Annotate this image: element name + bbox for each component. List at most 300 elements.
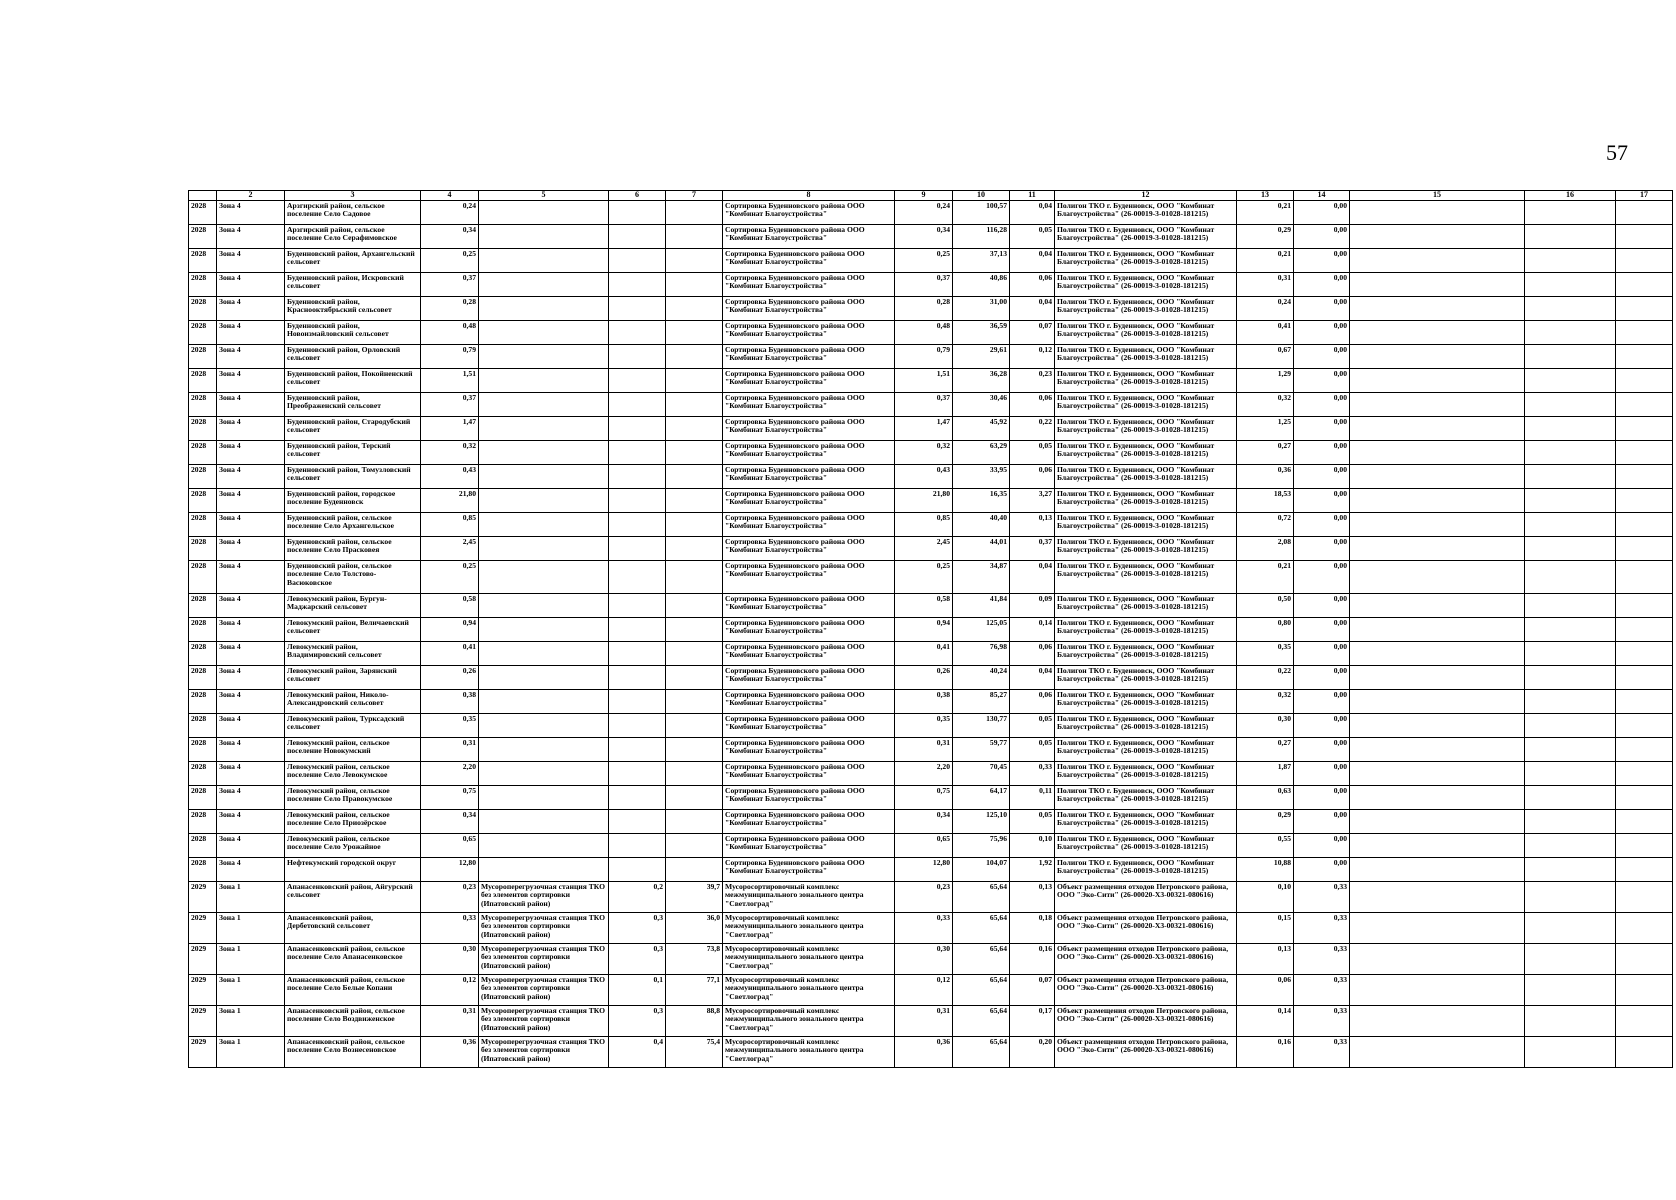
tariff-cell: 0,00 xyxy=(1294,369,1350,393)
processed-volume-cell: 0,28 xyxy=(895,297,953,321)
processing-distance-cell: 31,00 xyxy=(953,297,1010,321)
zone-cell: Зона 1 xyxy=(217,1037,285,1068)
transfer-volume-cell xyxy=(609,393,666,417)
empty-cell xyxy=(1350,537,1525,561)
disposed-volume-cell: 0,21 xyxy=(1237,561,1294,594)
column-number-row xyxy=(189,191,1673,201)
municipality-cell: Левокумский район, Бургун-Маджарский сельсовет xyxy=(285,594,421,618)
transfer-volume-cell xyxy=(609,201,666,225)
empty-cell xyxy=(1350,1037,1525,1068)
year-cell: 2028 xyxy=(189,594,217,618)
empty-cell xyxy=(1616,858,1673,882)
empty-cell xyxy=(1525,714,1616,738)
empty-cell xyxy=(1616,810,1673,834)
zone-cell: Зона 1 xyxy=(217,944,285,975)
processing-distance-cell: 41,84 xyxy=(953,594,1010,618)
transfer-distance-cell: 88,8 xyxy=(666,1006,723,1037)
table-row xyxy=(189,738,1673,762)
table-row xyxy=(189,201,1673,225)
transfer-volume-cell xyxy=(609,489,666,513)
zone-cell: Зона 4 xyxy=(217,441,285,465)
processing-facility-cell: Сортировка Буденновского района ООО "Комбинат Благоустройства" xyxy=(723,249,895,273)
year-cell: 2028 xyxy=(189,369,217,393)
utilized-volume-cell: 0,22 xyxy=(1010,417,1055,441)
empty-cell xyxy=(1525,690,1616,714)
disposal-facility-cell: Объект размещения отходов Петровского района, ООО "Эко-Сити" (26-00020-X3-00321-080616) xyxy=(1055,1006,1237,1037)
volume-cell: 0,75 xyxy=(421,786,479,810)
tariff-cell: 0,00 xyxy=(1294,345,1350,369)
utilized-volume-cell: 0,07 xyxy=(1010,321,1055,345)
utilized-volume-cell: 0,10 xyxy=(1010,834,1055,858)
utilized-volume-cell: 0,20 xyxy=(1010,1037,1055,1068)
processing-facility-cell: Сортировка Буденновского района ООО "Комбинат Благоустройства" xyxy=(723,834,895,858)
volume-cell: 0,94 xyxy=(421,618,479,642)
disposed-volume-cell: 0,10 xyxy=(1237,882,1294,913)
processing-distance-cell: 65,64 xyxy=(953,975,1010,1006)
volume-cell: 0,12 xyxy=(421,975,479,1006)
processing-distance-cell: 125,05 xyxy=(953,618,1010,642)
zone-cell: Зона 4 xyxy=(217,513,285,537)
zone-cell: Зона 4 xyxy=(217,762,285,786)
processing-distance-cell: 85,27 xyxy=(953,690,1010,714)
year-cell: 2029 xyxy=(189,944,217,975)
municipality-cell: Левокумский район, сельское поселение Село Левокумское xyxy=(285,762,421,786)
transfer-volume-cell xyxy=(609,273,666,297)
empty-cell xyxy=(1525,975,1616,1006)
disposal-facility-cell: Полигон ТКО г. Буденновск, ООО "Комбинат Благоустройства" (26-00019-3-01028-181215) xyxy=(1055,201,1237,225)
disposed-volume-cell: 2,08 xyxy=(1237,537,1294,561)
empty-cell xyxy=(1525,489,1616,513)
disposed-volume-cell: 0,16 xyxy=(1237,1037,1294,1068)
table-row xyxy=(189,273,1673,297)
table-row xyxy=(189,786,1673,810)
empty-cell xyxy=(1525,594,1616,618)
processed-volume-cell: 0,65 xyxy=(895,834,953,858)
transfer-distance-cell xyxy=(666,738,723,762)
table-row xyxy=(189,690,1673,714)
utilized-volume-cell: 3,27 xyxy=(1010,489,1055,513)
processed-volume-cell: 0,38 xyxy=(895,690,953,714)
utilized-volume-cell: 0,06 xyxy=(1010,465,1055,489)
transfer-distance-cell xyxy=(666,201,723,225)
empty-cell xyxy=(1616,618,1673,642)
processing-distance-cell: 75,96 xyxy=(953,834,1010,858)
disposed-volume-cell: 0,21 xyxy=(1237,249,1294,273)
volume-cell: 0,33 xyxy=(421,913,479,944)
municipality-cell: Буденновский район, Орловский сельсовет xyxy=(285,345,421,369)
processing-distance-cell: 40,86 xyxy=(953,273,1010,297)
processed-volume-cell: 0,58 xyxy=(895,594,953,618)
empty-cell xyxy=(1350,201,1525,225)
disposal-facility-cell: Полигон ТКО г. Буденновск, ООО "Комбинат Благоустройства" (26-00019-3-01028-181215) xyxy=(1055,561,1237,594)
table-row xyxy=(189,393,1673,417)
empty-cell xyxy=(1350,882,1525,913)
transfer-distance-cell xyxy=(666,297,723,321)
empty-cell xyxy=(1525,537,1616,561)
empty-cell xyxy=(1525,465,1616,489)
municipality-cell: Левокумский район, Николо-Александровский сельсовет xyxy=(285,690,421,714)
utilized-volume-cell: 0,17 xyxy=(1010,1006,1055,1037)
empty-cell xyxy=(1350,786,1525,810)
transfer-station-cell xyxy=(479,417,609,441)
waste-flow-table xyxy=(188,190,1673,1068)
volume-cell: 0,35 xyxy=(421,714,479,738)
processing-distance-cell: 116,28 xyxy=(953,225,1010,249)
disposal-facility-cell: Полигон ТКО г. Буденновск, ООО "Комбинат Благоустройства" (26-00019-3-01028-181215) xyxy=(1055,465,1237,489)
processing-distance-cell: 33,95 xyxy=(953,465,1010,489)
empty-cell xyxy=(1616,975,1673,1006)
empty-cell xyxy=(1525,882,1616,913)
municipality-cell: Арзгирский район, сельское поселение Село Серафимовское xyxy=(285,225,421,249)
transfer-station-cell xyxy=(479,810,609,834)
processing-facility-cell: Сортировка Буденновского района ООО "Комбинат Благоустройства" xyxy=(723,786,895,810)
zone-cell: Зона 4 xyxy=(217,321,285,345)
utilized-volume-cell: 0,04 xyxy=(1010,666,1055,690)
empty-cell xyxy=(1350,321,1525,345)
empty-cell xyxy=(1525,762,1616,786)
processed-volume-cell: 0,36 xyxy=(895,1037,953,1068)
transfer-volume-cell xyxy=(609,513,666,537)
empty-cell xyxy=(1350,944,1525,975)
processing-facility-cell: Мусоросортировочный комплекс межмуниципального зонального центра "Светлоград" xyxy=(723,882,895,913)
processing-distance-cell: 65,64 xyxy=(953,1037,1010,1068)
column-header: 9 xyxy=(895,191,953,201)
processed-volume-cell: 0,25 xyxy=(895,249,953,273)
empty-cell xyxy=(1525,786,1616,810)
processing-facility-cell: Сортировка Буденновского района ООО "Комбинат Благоустройства" xyxy=(723,201,895,225)
processing-distance-cell: 37,13 xyxy=(953,249,1010,273)
processed-volume-cell: 0,35 xyxy=(895,714,953,738)
tariff-cell: 0,00 xyxy=(1294,834,1350,858)
volume-cell: 0,31 xyxy=(421,1006,479,1037)
volume-cell: 1,47 xyxy=(421,417,479,441)
transfer-station-cell xyxy=(479,834,609,858)
year-cell: 2028 xyxy=(189,321,217,345)
disposed-volume-cell: 10,88 xyxy=(1237,858,1294,882)
municipality-cell: Апанасенковский район, сельское поселение Село Вознесеновское xyxy=(285,1037,421,1068)
table-row xyxy=(189,489,1673,513)
tariff-cell: 0,00 xyxy=(1294,594,1350,618)
tariff-cell: 0,00 xyxy=(1294,273,1350,297)
zone-cell: Зона 4 xyxy=(217,714,285,738)
transfer-volume-cell xyxy=(609,441,666,465)
column-header: 14 xyxy=(1294,191,1350,201)
year-cell: 2028 xyxy=(189,738,217,762)
empty-cell xyxy=(1525,1037,1616,1068)
tariff-cell: 0,00 xyxy=(1294,417,1350,441)
transfer-distance-cell xyxy=(666,417,723,441)
processed-volume-cell: 0,12 xyxy=(895,975,953,1006)
transfer-volume-cell xyxy=(609,714,666,738)
zone-cell: Зона 4 xyxy=(217,297,285,321)
year-cell: 2028 xyxy=(189,225,217,249)
empty-cell xyxy=(1616,786,1673,810)
disposed-volume-cell: 1,87 xyxy=(1237,762,1294,786)
disposal-facility-cell: Полигон ТКО г. Буденновск, ООО "Комбинат Благоустройства" (26-00019-3-01028-181215) xyxy=(1055,441,1237,465)
column-header xyxy=(189,191,217,201)
empty-cell xyxy=(1616,944,1673,975)
municipality-cell: Буденновский район, Покойненский сельсовет xyxy=(285,369,421,393)
year-cell: 2028 xyxy=(189,786,217,810)
utilized-volume-cell: 0,09 xyxy=(1010,594,1055,618)
transfer-station-cell: Мусороперегрузочная станция ТКО без элементов сортировки (Ипатовский район) xyxy=(479,975,609,1006)
empty-cell xyxy=(1616,441,1673,465)
year-cell: 2029 xyxy=(189,975,217,1006)
table-row xyxy=(189,882,1673,913)
processing-distance-cell: 34,87 xyxy=(953,561,1010,594)
transfer-volume-cell: 0,4 xyxy=(609,1037,666,1068)
table-row xyxy=(189,618,1673,642)
empty-cell xyxy=(1525,417,1616,441)
transfer-distance-cell xyxy=(666,786,723,810)
transfer-volume-cell xyxy=(609,537,666,561)
volume-cell: 2,20 xyxy=(421,762,479,786)
empty-cell xyxy=(1525,642,1616,666)
processing-distance-cell: 16,35 xyxy=(953,489,1010,513)
processing-facility-cell: Мусоросортировочный комплекс межмуниципального зонального центра "Светлоград" xyxy=(723,975,895,1006)
processing-facility-cell: Сортировка Буденновского района ООО "Комбинат Благоустройства" xyxy=(723,537,895,561)
volume-cell: 0,24 xyxy=(421,201,479,225)
transfer-station-cell xyxy=(479,441,609,465)
tariff-cell: 0,00 xyxy=(1294,321,1350,345)
table-row xyxy=(189,594,1673,618)
transfer-station-cell xyxy=(479,321,609,345)
transfer-volume-cell xyxy=(609,690,666,714)
disposed-volume-cell: 18,53 xyxy=(1237,489,1294,513)
municipality-cell: Левокумский район, сельское поселение Новокумский xyxy=(285,738,421,762)
transfer-station-cell xyxy=(479,249,609,273)
transfer-volume-cell xyxy=(609,594,666,618)
disposal-facility-cell: Полигон ТКО г. Буденновск, ООО "Комбинат Благоустройства" (26-00019-3-01028-181215) xyxy=(1055,858,1237,882)
zone-cell: Зона 1 xyxy=(217,913,285,944)
empty-cell xyxy=(1350,465,1525,489)
year-cell: 2029 xyxy=(189,1037,217,1068)
disposal-facility-cell: Полигон ТКО г. Буденновск, ООО "Комбинат Благоустройства" (26-00019-3-01028-181215) xyxy=(1055,321,1237,345)
processing-facility-cell: Сортировка Буденновского района ООО "Комбинат Благоустройства" xyxy=(723,810,895,834)
municipality-cell: Буденновский район, городское поселение Буденновск xyxy=(285,489,421,513)
table-row xyxy=(189,225,1673,249)
transfer-station-cell xyxy=(479,594,609,618)
processing-facility-cell: Сортировка Буденновского района ООО "Комбинат Благоустройства" xyxy=(723,297,895,321)
table-row xyxy=(189,834,1673,858)
disposed-volume-cell: 0,15 xyxy=(1237,913,1294,944)
empty-cell xyxy=(1525,618,1616,642)
table-row xyxy=(189,465,1673,489)
column-header: 8 xyxy=(723,191,895,201)
transfer-distance-cell xyxy=(666,345,723,369)
disposal-facility-cell: Полигон ТКО г. Буденновск, ООО "Комбинат Благоустройства" (26-00019-3-01028-181215) xyxy=(1055,345,1237,369)
processing-distance-cell: 130,77 xyxy=(953,714,1010,738)
empty-cell xyxy=(1616,273,1673,297)
volume-cell: 21,80 xyxy=(421,489,479,513)
transfer-volume-cell xyxy=(609,369,666,393)
transfer-volume-cell xyxy=(609,465,666,489)
transfer-volume-cell: 0,3 xyxy=(609,913,666,944)
municipality-cell: Буденновский район, сельское поселение Село Прасковея xyxy=(285,537,421,561)
processing-distance-cell: 29,61 xyxy=(953,345,1010,369)
disposed-volume-cell: 0,36 xyxy=(1237,465,1294,489)
table-row xyxy=(189,1037,1673,1068)
zone-cell: Зона 4 xyxy=(217,489,285,513)
transfer-station-cell xyxy=(479,786,609,810)
empty-cell xyxy=(1350,393,1525,417)
disposed-volume-cell: 0,32 xyxy=(1237,393,1294,417)
transfer-distance-cell: 75,4 xyxy=(666,1037,723,1068)
empty-cell xyxy=(1616,489,1673,513)
processing-facility-cell: Мусоросортировочный комплекс межмуниципального зонального центра "Светлоград" xyxy=(723,944,895,975)
transfer-distance-cell xyxy=(666,714,723,738)
processed-volume-cell: 0,24 xyxy=(895,201,953,225)
transfer-distance-cell: 77,1 xyxy=(666,975,723,1006)
transfer-volume-cell xyxy=(609,417,666,441)
table-row xyxy=(189,561,1673,594)
transfer-volume-cell xyxy=(609,786,666,810)
transfer-distance-cell xyxy=(666,618,723,642)
disposed-volume-cell: 0,13 xyxy=(1237,944,1294,975)
disposal-facility-cell: Полигон ТКО г. Буденновск, ООО "Комбинат Благоустройства" (26-00019-3-01028-181215) xyxy=(1055,297,1237,321)
processing-facility-cell: Сортировка Буденновского района ООО "Комбинат Благоустройства" xyxy=(723,642,895,666)
transfer-station-cell xyxy=(479,618,609,642)
volume-cell: 0,28 xyxy=(421,297,479,321)
volume-cell: 0,43 xyxy=(421,465,479,489)
disposed-volume-cell: 0,67 xyxy=(1237,345,1294,369)
zone-cell: Зона 4 xyxy=(217,225,285,249)
disposal-facility-cell: Полигон ТКО г. Буденновск, ООО "Комбинат Благоустройства" (26-00019-3-01028-181215) xyxy=(1055,393,1237,417)
empty-cell xyxy=(1525,369,1616,393)
volume-cell: 12,80 xyxy=(421,858,479,882)
processed-volume-cell: 0,85 xyxy=(895,513,953,537)
empty-cell xyxy=(1350,690,1525,714)
volume-cell: 1,51 xyxy=(421,369,479,393)
zone-cell: Зона 1 xyxy=(217,882,285,913)
processing-facility-cell: Сортировка Буденновского района ООО "Комбинат Благоустройства" xyxy=(723,738,895,762)
processing-distance-cell: 40,40 xyxy=(953,513,1010,537)
municipality-cell: Буденновский район, Стародубский сельсовет xyxy=(285,417,421,441)
processing-facility-cell: Сортировка Буденновского района ООО "Комбинат Благоустройства" xyxy=(723,561,895,594)
transfer-volume-cell xyxy=(609,642,666,666)
disposal-facility-cell: Полигон ТКО г. Буденновск, ООО "Комбинат Благоустройства" (26-00019-3-01028-181215) xyxy=(1055,714,1237,738)
processed-volume-cell: 0,75 xyxy=(895,786,953,810)
tariff-cell: 0,00 xyxy=(1294,738,1350,762)
disposal-facility-cell: Полигон ТКО г. Буденновск, ООО "Комбинат Благоустройства" (26-00019-3-01028-181215) xyxy=(1055,786,1237,810)
transfer-distance-cell xyxy=(666,810,723,834)
empty-cell xyxy=(1616,225,1673,249)
empty-cell xyxy=(1350,441,1525,465)
utilized-volume-cell: 0,04 xyxy=(1010,201,1055,225)
tariff-cell: 0,00 xyxy=(1294,690,1350,714)
tariff-cell: 0,00 xyxy=(1294,393,1350,417)
tariff-cell: 0,00 xyxy=(1294,858,1350,882)
tariff-cell: 0,33 xyxy=(1294,913,1350,944)
column-header: 6 xyxy=(609,191,666,201)
empty-cell xyxy=(1350,642,1525,666)
zone-cell: Зона 4 xyxy=(217,201,285,225)
empty-cell xyxy=(1525,225,1616,249)
year-cell: 2028 xyxy=(189,537,217,561)
column-header: 17 xyxy=(1616,191,1673,201)
table-row xyxy=(189,666,1673,690)
volume-cell: 0,36 xyxy=(421,1037,479,1068)
municipality-cell: Апанасенковский район, Дербетовский сельсовет xyxy=(285,913,421,944)
processing-facility-cell: Сортировка Буденновского района ООО "Комбинат Благоустройства" xyxy=(723,858,895,882)
processed-volume-cell: 0,23 xyxy=(895,882,953,913)
empty-cell xyxy=(1350,513,1525,537)
transfer-distance-cell xyxy=(666,858,723,882)
transfer-volume-cell: 0,2 xyxy=(609,882,666,913)
tariff-cell: 0,00 xyxy=(1294,642,1350,666)
table-row xyxy=(189,417,1673,441)
column-header: 15 xyxy=(1350,191,1525,201)
year-cell: 2028 xyxy=(189,690,217,714)
year-cell: 2028 xyxy=(189,618,217,642)
transfer-volume-cell xyxy=(609,762,666,786)
disposed-volume-cell: 0,41 xyxy=(1237,321,1294,345)
transfer-distance-cell xyxy=(666,489,723,513)
processed-volume-cell: 0,41 xyxy=(895,642,953,666)
utilized-volume-cell: 0,12 xyxy=(1010,345,1055,369)
utilized-volume-cell: 0,13 xyxy=(1010,513,1055,537)
transfer-station-cell xyxy=(479,273,609,297)
tariff-cell: 0,00 xyxy=(1294,666,1350,690)
disposed-volume-cell: 0,80 xyxy=(1237,618,1294,642)
disposed-volume-cell: 0,29 xyxy=(1237,810,1294,834)
disposal-facility-cell: Полигон ТКО г. Буденновск, ООО "Комбинат Благоустройства" (26-00019-3-01028-181215) xyxy=(1055,249,1237,273)
processed-volume-cell: 0,33 xyxy=(895,913,953,944)
transfer-volume-cell xyxy=(609,225,666,249)
processing-distance-cell: 65,64 xyxy=(953,913,1010,944)
transfer-volume-cell xyxy=(609,297,666,321)
table-row xyxy=(189,1006,1673,1037)
volume-cell: 2,45 xyxy=(421,537,479,561)
tariff-cell: 0,00 xyxy=(1294,441,1350,465)
year-cell: 2028 xyxy=(189,858,217,882)
zone-cell: Зона 4 xyxy=(217,417,285,441)
empty-cell xyxy=(1350,249,1525,273)
disposal-facility-cell: Объект размещения отходов Петровского района, ООО "Эко-Сити" (26-00020-X3-00321-080616) xyxy=(1055,975,1237,1006)
municipality-cell: Буденновский район, Терский сельсовет xyxy=(285,441,421,465)
utilized-volume-cell: 0,05 xyxy=(1010,810,1055,834)
processing-distance-cell: 70,45 xyxy=(953,762,1010,786)
transfer-distance-cell xyxy=(666,393,723,417)
volume-cell: 0,34 xyxy=(421,225,479,249)
disposed-volume-cell: 0,30 xyxy=(1237,714,1294,738)
disposal-facility-cell: Полигон ТКО г. Буденновск, ООО "Комбинат Благоустройства" (26-00019-3-01028-181215) xyxy=(1055,690,1237,714)
transfer-distance-cell: 73,8 xyxy=(666,944,723,975)
transfer-station-cell xyxy=(479,690,609,714)
transfer-station-cell: Мусороперегрузочная станция ТКО без элементов сортировки (Ипатовский район) xyxy=(479,1037,609,1068)
empty-cell xyxy=(1616,642,1673,666)
year-cell: 2029 xyxy=(189,1006,217,1037)
processing-facility-cell: Сортировка Буденновского района ООО "Комбинат Благоустройства" xyxy=(723,489,895,513)
transfer-distance-cell xyxy=(666,513,723,537)
table-row xyxy=(189,714,1673,738)
municipality-cell: Арзгирский район, сельское поселение Село Садовое xyxy=(285,201,421,225)
empty-cell xyxy=(1350,975,1525,1006)
volume-cell: 0,37 xyxy=(421,273,479,297)
processing-distance-cell: 65,64 xyxy=(953,882,1010,913)
empty-cell xyxy=(1616,1037,1673,1068)
empty-cell xyxy=(1525,810,1616,834)
transfer-station-cell xyxy=(479,738,609,762)
empty-cell xyxy=(1350,913,1525,944)
empty-cell xyxy=(1350,345,1525,369)
year-cell: 2028 xyxy=(189,714,217,738)
empty-cell xyxy=(1525,738,1616,762)
disposed-volume-cell: 0,35 xyxy=(1237,642,1294,666)
year-cell: 2028 xyxy=(189,441,217,465)
year-cell: 2028 xyxy=(189,513,217,537)
empty-cell xyxy=(1525,1006,1616,1037)
